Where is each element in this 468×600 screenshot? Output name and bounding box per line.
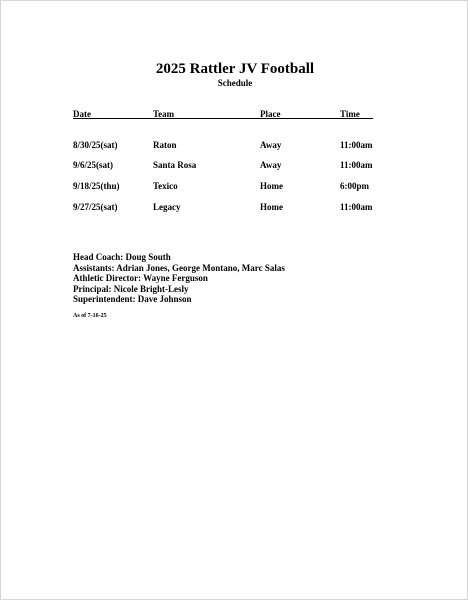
game-place: Home	[260, 202, 283, 212]
staff-assistants: Assistants: Adrian Jones, George Montano, Marc Salas	[73, 262, 285, 273]
as-of-date: As of 7-16-25	[73, 313, 107, 319]
game-time: 11:00am	[340, 160, 373, 170]
staff-superintendent: Superintendent: Dave Johnson	[73, 294, 192, 304]
game-date: 9/27/25(sat)	[73, 202, 118, 212]
header-underline	[73, 118, 373, 119]
game-time: 11:00am	[340, 202, 373, 212]
table-row	[1, 160, 468, 174]
page-title: 2025 Rattler JV Football	[155, 61, 315, 77]
column-header-date: Date	[73, 109, 91, 119]
game-team: Texico	[153, 181, 178, 191]
game-team: Santa Rosa	[153, 160, 197, 170]
staff-head-coach: Head Coach: Doug South	[73, 252, 171, 262]
column-header-team: Team	[153, 109, 175, 119]
game-date: 8/30/25(sat)	[73, 140, 118, 150]
schedule-header-row	[1, 109, 468, 123]
game-place: Away	[260, 160, 282, 170]
game-place: Away	[260, 140, 282, 150]
column-header-time: Time	[340, 109, 360, 119]
staff-principal: Principal: Nicole Bright-Lesly	[73, 283, 189, 294]
game-place: Home	[260, 181, 283, 191]
staff-list	[73, 252, 285, 305]
column-header-place: Place	[260, 109, 281, 119]
table-row	[1, 140, 468, 154]
game-team: Raton	[153, 140, 177, 150]
game-date: 9/6/25(sat)	[73, 160, 113, 170]
staff-athletic-director: Athletic Director: Wayne Ferguson	[73, 273, 208, 283]
game-time: 11:00am	[340, 140, 373, 150]
game-time: 6:00pm	[340, 181, 369, 191]
game-team: Legacy	[153, 202, 181, 212]
game-date: 9/18/25(thu)	[73, 181, 120, 191]
table-row	[1, 202, 468, 216]
page-subtitle: Schedule	[217, 78, 253, 88]
table-row	[1, 181, 468, 195]
